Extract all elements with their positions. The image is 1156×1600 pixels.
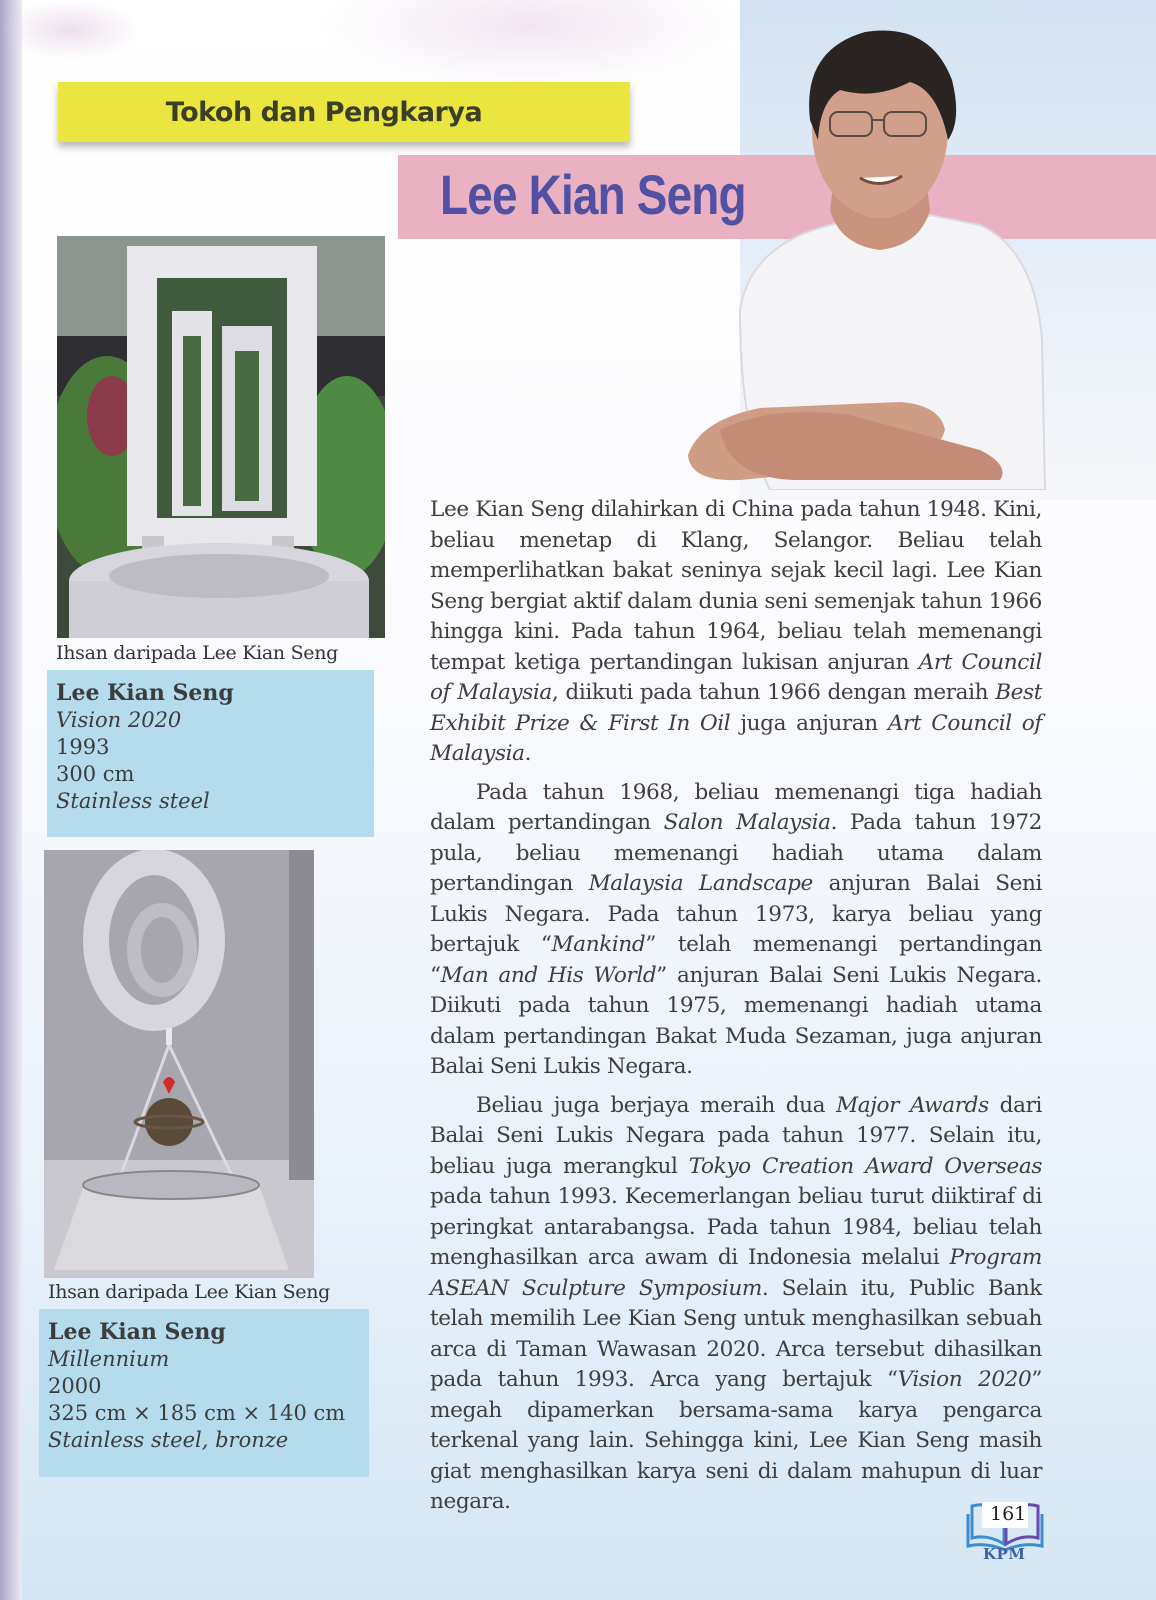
section-label: Tokoh dan Pengkarya bbox=[165, 96, 483, 128]
artwork-info-box bbox=[39, 1309, 369, 1477]
text-run: dari Balai Seni Lukis Negara pada tahun 1977. Selain itu, beliau juga merangkul bbox=[430, 1092, 1043, 1179]
artwork-dimensions: 325 cm × 185 cm × 140 cm bbox=[48, 1401, 346, 1425]
artwork-title: Millennium bbox=[48, 1347, 170, 1371]
text-run: . bbox=[524, 741, 532, 766]
biography-paragraph-1 bbox=[430, 495, 1042, 770]
decorative-wash bbox=[320, 0, 740, 90]
text-run: pada tahun 1993. Kecemerlangan beliau turut diiktiraf di peringkat antarabangsa. Pada tahun 1984, beliau telah menghasilkan arca awam di Indonesia melalui bbox=[430, 1184, 1042, 1270]
artwork-title: Vision 2020 bbox=[56, 708, 182, 732]
italic-term: Man and His World bbox=[440, 962, 657, 988]
artwork-year: 2000 bbox=[48, 1374, 102, 1398]
text-run: . Selain itu, Public Bank telah memilih Lee Kian Seng untuk menghasilkan sebuah arca di Taman Wawasan 2020. Arca tersebut dihasilkan pada tahun 1993. Arca yang bertajuk “ bbox=[430, 1275, 1042, 1392]
italic-term: Program ASEAN Sculpture Symposium bbox=[430, 1245, 1042, 1301]
page-binding-edge bbox=[0, 0, 22, 1600]
artwork-dimensions: 300 cm bbox=[56, 762, 135, 786]
italic-term: Best Exhibit Prize & First In Oil bbox=[430, 680, 1042, 736]
biography-paragraph-3 bbox=[430, 1091, 1042, 1518]
text-run: Beliau juga berjaya meraih dua bbox=[476, 1092, 837, 1118]
text-run: Lee Kian Seng dilahirkan di China pada tahun 1948. Kini, beliau menetap di Klang, Selangor. Beliau telah memperlihatkan bakat seninya sejak kecil lagi. Lee Kian Seng bergiat aktif dalam dunia seni semenjak tahun 1966 hingga kini. Pada tahun 1964, beliau telah memenangi tempat ketiga pertandingan lukisan anjuran bbox=[430, 497, 1042, 675]
artist-portrait bbox=[680, 10, 1050, 490]
artwork-photo-vision-2020 bbox=[57, 236, 385, 638]
artwork-artist: Lee Kian Seng bbox=[56, 680, 234, 706]
text-run: Pada tahun 1968, beliau memenangi tiga hadiah dalam pertandingan bbox=[430, 779, 1042, 835]
text-run: juga anjuran bbox=[730, 710, 888, 736]
italic-term: Art Council of Malaysia bbox=[430, 710, 1042, 766]
italic-term: Tokyo Creation Award Overseas bbox=[688, 1153, 1042, 1179]
artwork-artist: Lee Kian Seng bbox=[48, 1319, 226, 1345]
italic-term: Art Council of Malaysia bbox=[430, 649, 1042, 705]
photo-credit: Ihsan daripada Lee Kian Seng bbox=[56, 642, 339, 664]
artwork-medium: Stainless steel bbox=[56, 789, 210, 813]
italic-term: Vision 2020 bbox=[897, 1367, 1032, 1392]
decorative-wash bbox=[0, 0, 140, 60]
text-run: , diikuti pada tahun 1966 dengan meraih bbox=[551, 680, 996, 705]
text-run: ” telah memenangi pertandingan “ bbox=[430, 932, 1042, 988]
artist-name-title: Lee Kian Seng bbox=[440, 163, 746, 226]
text-run: . Pada tahun 1972 pula, beliau memenangi hadiah utama dalam pertandingan bbox=[430, 810, 1042, 896]
publisher-mark: KPM bbox=[983, 1545, 1026, 1563]
biography-text bbox=[430, 495, 1042, 1526]
italic-term: Major Awards bbox=[836, 1092, 989, 1118]
text-run: ” megah dipamerkan bersama-sama karya pengarca terkenal yang lain. Sehingga kini, Lee Kian Seng masih giat menghasilkan karya seni di dalam mahupun di luar negara. bbox=[430, 1367, 1042, 1514]
artwork-medium: Stainless steel, bronze bbox=[48, 1428, 289, 1452]
artwork-info-box bbox=[47, 670, 374, 837]
italic-term: Malaysia Landscape bbox=[588, 871, 813, 896]
section-label-banner bbox=[58, 82, 630, 142]
italic-term: Salon Malaysia bbox=[663, 810, 831, 835]
text-run: anjuran Balai Seni Lukis Negara. Pada tahun 1973, karya beliau yang bertajuk “ bbox=[430, 871, 1043, 957]
artwork-year: 1993 bbox=[56, 735, 110, 759]
biography-paragraph-2 bbox=[430, 778, 1042, 1083]
italic-term: Mankind bbox=[551, 932, 646, 957]
photo-credit: Ihsan daripada Lee Kian Seng bbox=[48, 1281, 331, 1303]
page-number: 161 bbox=[990, 1503, 1027, 1525]
artwork-photo-millennium bbox=[44, 850, 314, 1278]
text-run: ” anjuran Balai Seni Lukis Negara. Diikuti pada tahun 1975, memenangi hadiah utama dalam pertandingan Bakat Muda Sezaman, juga anjuran Balai Seni Lukis Negara. bbox=[430, 962, 1043, 1079]
